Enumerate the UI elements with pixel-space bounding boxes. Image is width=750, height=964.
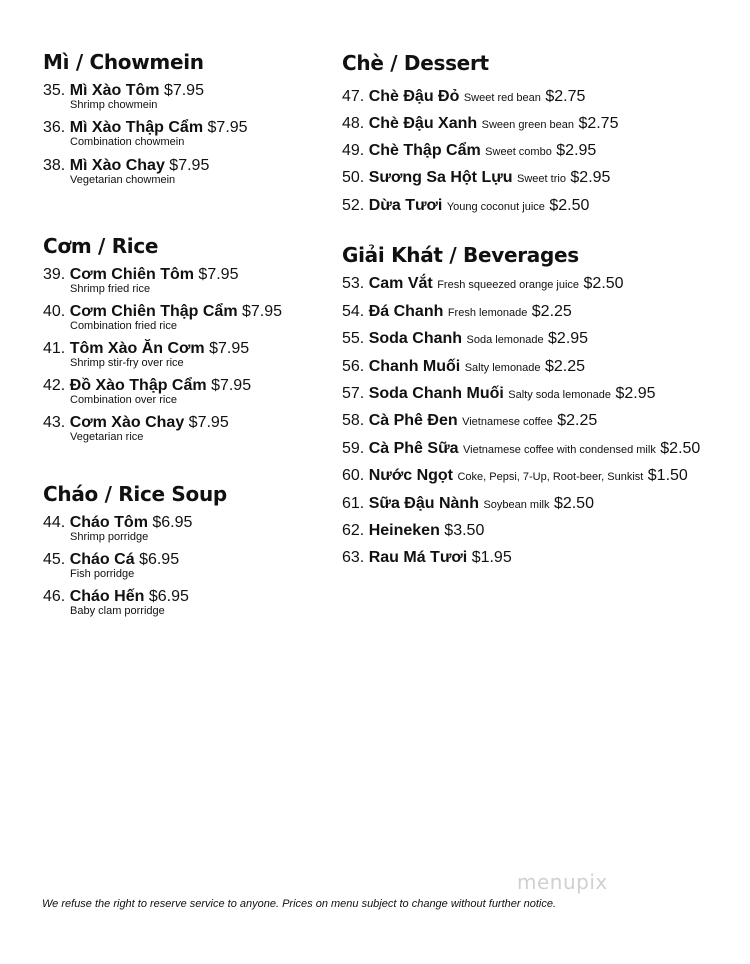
menu-item: 63. Rau Má Tươi $1.95 [342, 549, 512, 566]
menu-item: 49. Chè Thập Cẩm Sweet combo $2.95 [342, 142, 597, 159]
menu-item: 41. Tôm Xào Ăn Cơm $7.95 Shrimp stir-fry over rice [43, 340, 250, 369]
menu-item: 62. Heineken $3.50 [342, 522, 485, 539]
menu-item: 61. Sữa Đậu Nành Soybean milk $2.50 [342, 495, 594, 512]
menu-item: 50. Sương Sa Hột Lựu Sweet trio $2.95 [342, 169, 611, 186]
menupix-watermark: menupix [517, 870, 608, 894]
menu-item: 42. Đồ Xào Thập Cẩm $7.95 Combination over rice [43, 377, 252, 406]
menu-item: 35. Mì Xào Tôm $7.95 Shrimp chowmein [43, 82, 204, 111]
menu-item: 57. Soda Chanh Muối Salty soda lemonade $2.95 [342, 385, 656, 402]
menu-item: 46. Cháo Hến $6.95 Baby clam porridge [43, 588, 189, 617]
menu-item: 45. Cháo Cá $6.95 Fish porridge [43, 551, 180, 580]
section-title-chowmein: Mì / Chowmein [43, 50, 204, 74]
menu-item: 44. Cháo Tôm $6.95 Shrimp porridge [43, 514, 193, 543]
menu-item: 39. Cơm Chiên Tôm $7.95 Shrimp fried rice [43, 266, 239, 295]
section-title-rice: Cơm / Rice [43, 234, 159, 258]
menu-item: 58. Cà Phê Đen Vietnamese coffee $2.25 [342, 412, 598, 429]
menu-item: 59. Cà Phê Sữa Vietnamese coffee with condensed milk $2.50 [342, 440, 701, 457]
menu-item: 52. Dừa Tươi Young coconut juice $2.50 [342, 197, 590, 214]
menu-item: 60. Nước Ngọt Coke, Pepsi, 7-Up, Root-beer, Sunkist $1.50 [342, 467, 688, 484]
section-title-dessert: Chè / Dessert [342, 51, 489, 75]
menu-item: 53. Cam Vắt Fresh squeezed orange juice $2.50 [342, 275, 624, 292]
menu-item: 48. Chè Đậu Xanh Sween green bean $2.75 [342, 115, 619, 132]
menu-item: 55. Soda Chanh Soda lemonade $2.95 [342, 330, 589, 347]
menu-item: 43. Cơm Xào Chay $7.95 Vegetarian rice [43, 414, 229, 443]
menu-item: 54. Đá Chanh Fresh lemonade $2.25 [342, 303, 572, 320]
menu-item: 38. Mì Xào Chay $7.95 Vegetarian chowmein [43, 157, 210, 186]
menu-item: 36. Mì Xào Thập Cẩm $7.95 Combination chowmein [43, 119, 248, 148]
menu-item: 47. Chè Đậu Đỏ Sweet red bean $2.75 [342, 88, 586, 105]
menu-item: 40. Cơm Chiên Thập Cẩm $7.95 Combination fried rice [43, 303, 283, 332]
section-title-rice-soup: Cháo / Rice Soup [43, 482, 227, 506]
section-title-beverages: Giải Khát / Beverages [342, 243, 579, 267]
menu-item: 56. Chanh Muối Salty lemonade $2.25 [342, 358, 586, 375]
footer-notice: We refuse the right to reserve service to anyone. Prices on menu subject to change without further notice. [42, 898, 557, 910]
